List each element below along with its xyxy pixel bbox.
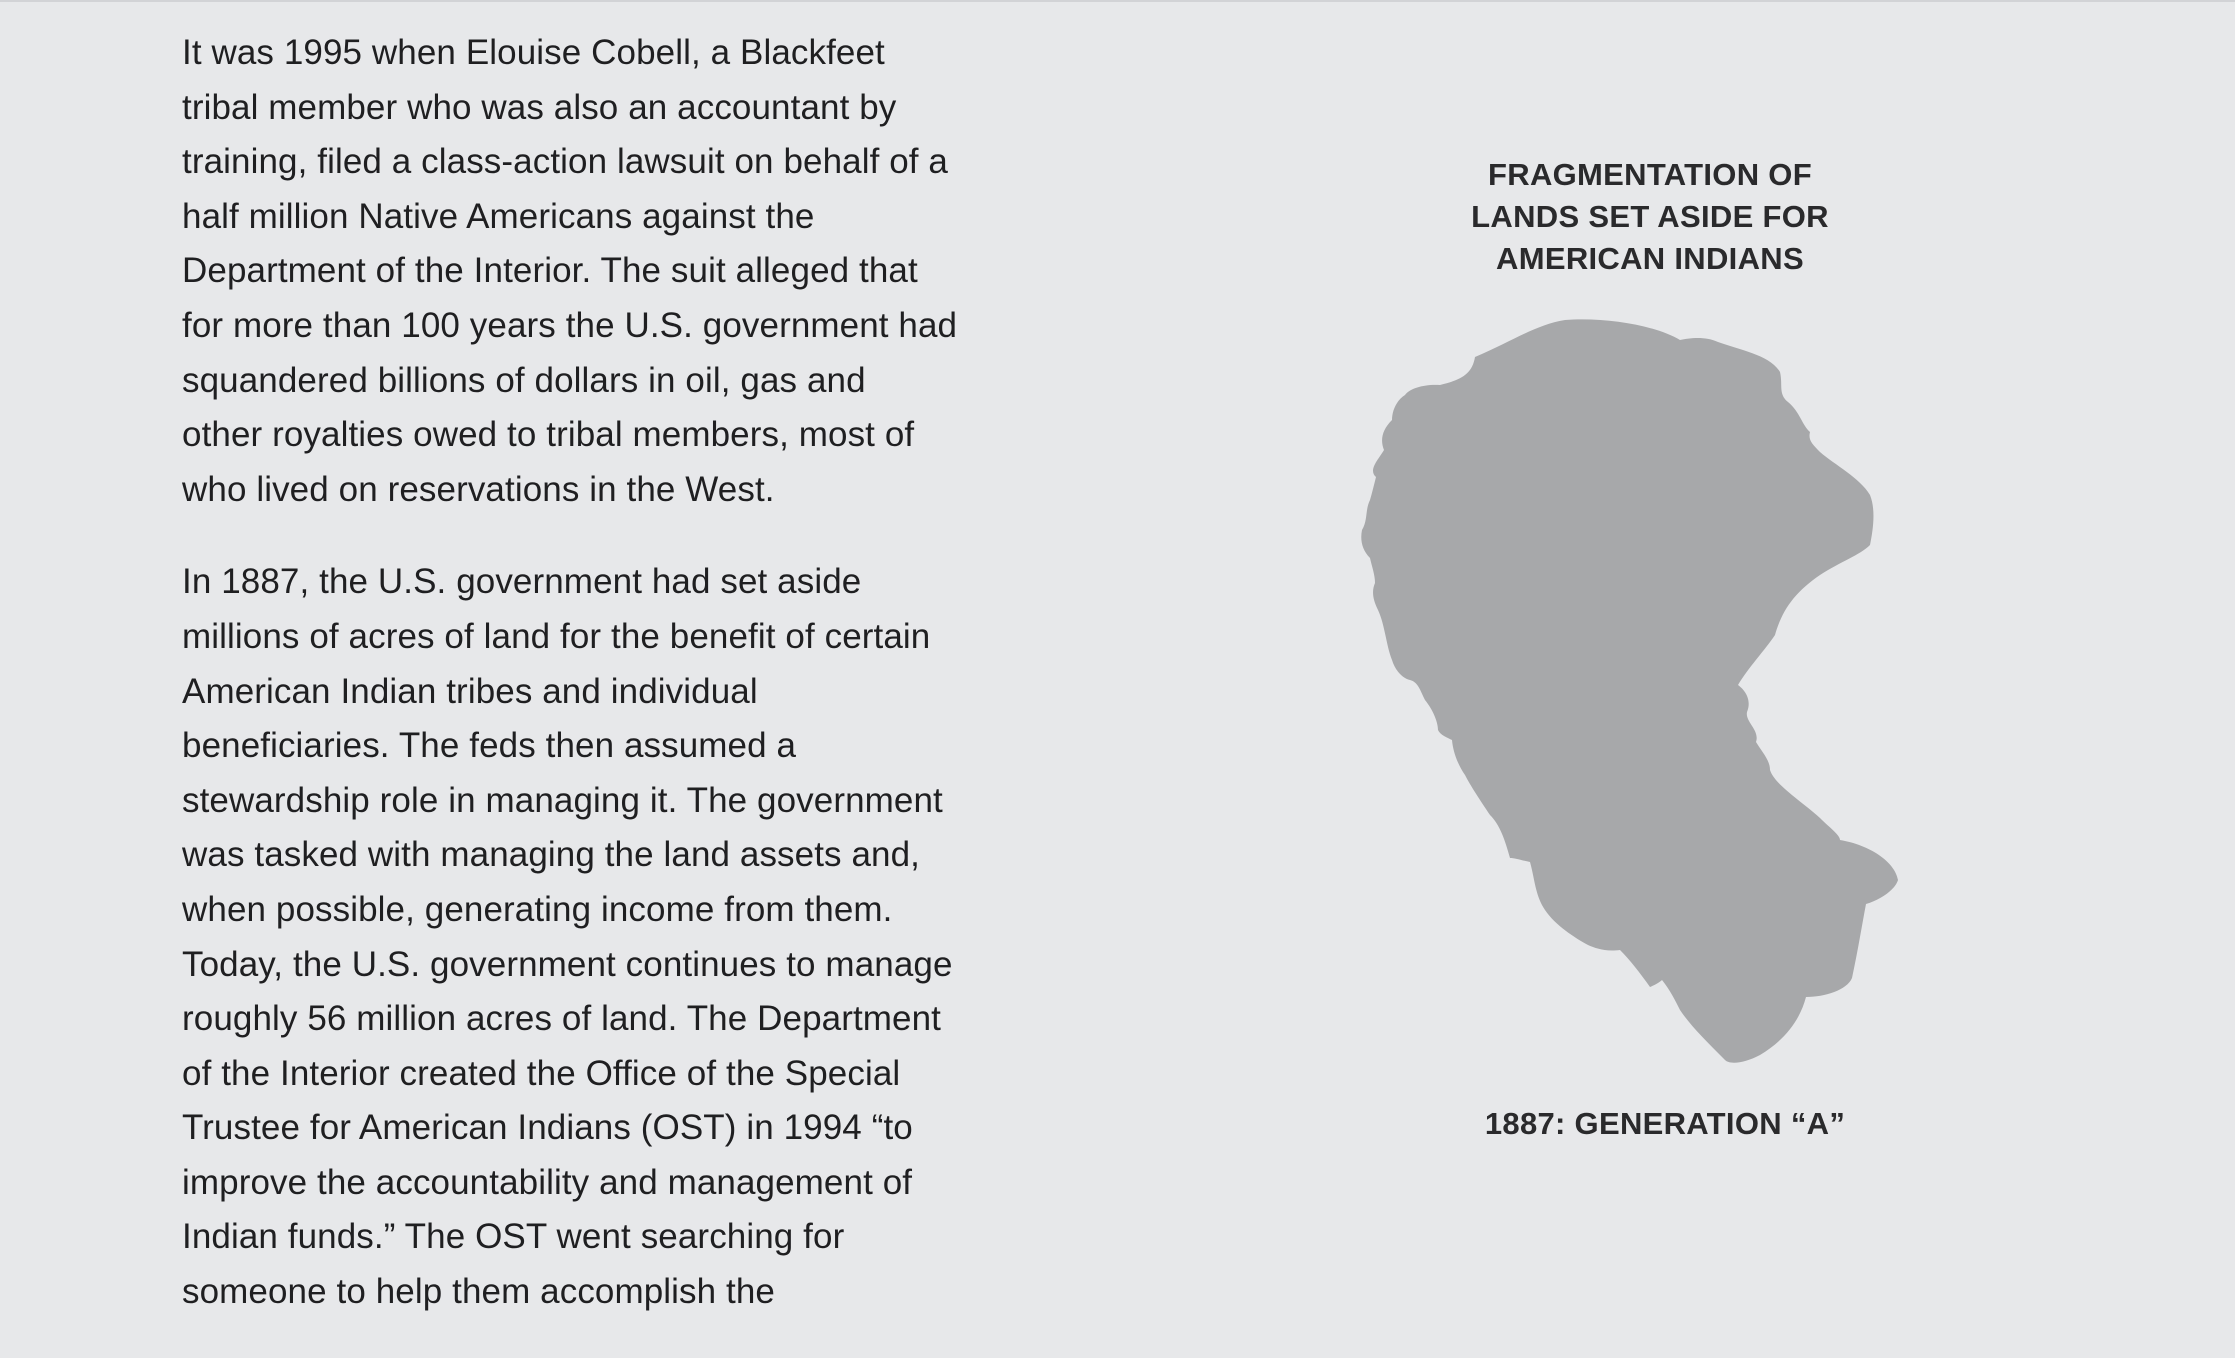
text-line: Indian funds.” The OST went searching for bbox=[182, 1217, 845, 1257]
text-line: training, filed a class-action lawsuit on behalf of a bbox=[182, 142, 949, 182]
land-fragmentation-figure bbox=[1320, 150, 1980, 1150]
figure-title-line: AMERICAN INDIANS bbox=[1496, 241, 1804, 276]
text-line: when possible, generating income from them. bbox=[182, 889, 893, 929]
text-line: beneficiaries. The feds then assumed a bbox=[182, 726, 797, 766]
text-line: half million Native Americans against the bbox=[182, 196, 815, 236]
top-divider bbox=[0, 0, 2235, 2]
text-line: who lived on reservations in the West. bbox=[182, 469, 775, 509]
text-line: tribal member who was also an accountant by bbox=[182, 87, 897, 127]
text-line: other royalties owed to tribal members, most of bbox=[182, 415, 915, 455]
article-paragraph-2 bbox=[182, 555, 982, 1319]
text-line: of the Interior created the Office of the Special bbox=[182, 1053, 901, 1093]
text-line: American Indian tribes and individual bbox=[182, 671, 758, 711]
text-line: stewardship role in managing it. The government bbox=[182, 780, 943, 820]
figure-title-line: FRAGMENTATION OF bbox=[1488, 157, 1812, 192]
figure-title-line: LANDS SET ASIDE FOR bbox=[1471, 199, 1829, 234]
text-line: for more than 100 years the U.S. government had bbox=[182, 305, 958, 345]
figure-caption: 1887: GENERATION “A” bbox=[1484, 1106, 1846, 1141]
text-line: Today, the U.S. government continues to manage bbox=[182, 944, 953, 984]
land-parcel-silhouette-icon bbox=[1320, 150, 1980, 1150]
text-line: improve the accountability and management of bbox=[182, 1162, 913, 1202]
article-paragraph-1 bbox=[182, 26, 982, 517]
text-line: In 1887, the U.S. government had set aside bbox=[182, 562, 862, 602]
text-line: millions of acres of land for the benefit of certain bbox=[182, 616, 931, 656]
text-line: squandered billions of dollars in oil, gas and bbox=[182, 360, 866, 400]
article-body bbox=[182, 26, 982, 1358]
text-line: Trustee for American Indians (OST) in 1994 “to bbox=[182, 1108, 913, 1148]
text-line: Department of the Interior. The suit alleged that bbox=[182, 251, 918, 291]
text-line: someone to help them accomplish the bbox=[182, 1272, 775, 1312]
text-line: was tasked with managing the land assets and, bbox=[182, 835, 920, 875]
text-line: It was 1995 when Elouise Cobell, a Blackfeet bbox=[182, 33, 885, 72]
text-line: roughly 56 million acres of land. The Department bbox=[182, 999, 941, 1039]
